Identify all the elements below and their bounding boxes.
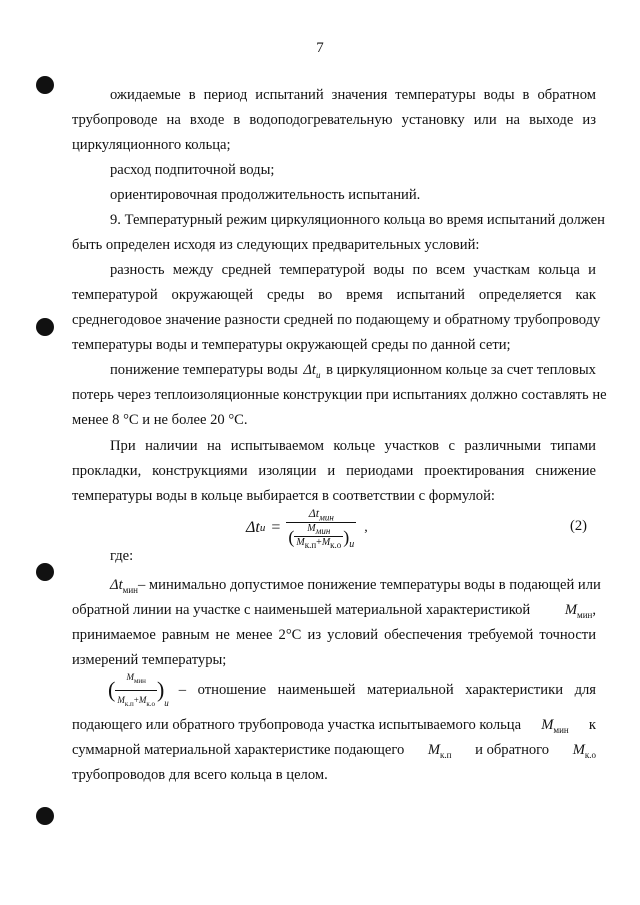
text-span: в циркуляционном кольце за счет тепловых	[326, 362, 596, 378]
text-line	[110, 576, 601, 599]
text-span: обратной линии на участке с наименьшей материальной характеристикой	[72, 602, 531, 618]
text-line: температурой окружающей среды во время испытаний определяется как	[72, 287, 596, 303]
punch-hole	[36, 563, 54, 581]
text-line	[72, 741, 596, 764]
text-span: подающего или обратного трубопровода участка испытываемого кольца	[72, 717, 522, 733]
math-symbol: $M_{к.о}$	[572, 742, 596, 760]
text-line	[108, 671, 596, 709]
text-line	[110, 361, 596, 384]
page-number: 7	[316, 40, 324, 56]
fraction: $\Delta t_{мин}$ ( $\frac{M_{мин}}{M_{к.п}+M_{к.о}}$ ) и	[288, 505, 355, 551]
text-line: менее 8 °С и не более 20 °С.	[72, 412, 248, 428]
text-span: и обратного	[475, 742, 550, 758]
text-line: ориентировочная продолжительность испытаний.	[110, 187, 421, 203]
text-line: среднегодовое значение разности средней по подающему и обратному трубопроводу	[72, 312, 601, 328]
text-span: – отношение наименьшей материальной характеристики для	[178, 682, 596, 698]
text-line: измерений температуры;	[72, 652, 227, 668]
text-line: 9. Температурный режим циркуляционного кольца во время испытаний должен	[110, 212, 605, 228]
math-symbol: $M_{мин}$,	[564, 602, 596, 620]
formula-number: (2)	[570, 518, 588, 534]
text-line: трубопроводов для всего кольца в целом.	[72, 767, 328, 783]
text-span: – минимально допустимое понижение температуры воды в подающей или	[137, 577, 601, 593]
text-line: разность между средней температурой воды по всем участкам кольца и	[110, 262, 596, 278]
text-line: температуры воды и температуры окружающей среды по данной сети;	[72, 337, 511, 353]
text-line: циркуляционного кольца;	[72, 137, 231, 153]
formula: Δt и = $\Delta t_{мин}$ ( $\frac{M_{мин}}{M_{к.п}+M_{к.о}}$ ) и ,	[246, 505, 368, 551]
text-line: расход подпиточной воды;	[110, 162, 275, 178]
punch-hole	[36, 318, 54, 336]
text-line: трубопроводе на входе в водоподогревательную установку или на выходе из	[72, 112, 596, 128]
text-line	[72, 716, 596, 739]
punch-hole	[36, 76, 54, 94]
text-line: потерь через теплоизоляционные конструкции при испытаниях должно составлять не	[72, 387, 607, 403]
math-symbol: $M_{мин}$	[541, 717, 569, 735]
text-line: прокладки, конструкциями изоляции и периодами проектирования снижение	[72, 463, 596, 479]
text-line	[72, 601, 596, 624]
math-symbol: $\Delta t_{мин}$	[110, 577, 138, 595]
text-line: принимаемое равным не менее 2°С из условий обеспечения требуемой точности	[72, 627, 596, 643]
text-span: суммарной материальной характеристике подающего	[72, 742, 405, 758]
math-symbol: $\Delta t_и$	[303, 362, 321, 380]
text-span: к	[588, 717, 596, 733]
text-span: понижение температуры воды	[110, 362, 298, 378]
text-line: быть определен исходя из следующих предварительных условий:	[72, 237, 480, 253]
text-line: При наличии на испытываемом кольце участков с различными типами	[110, 438, 596, 454]
math-symbol: $M_{к.п}$	[427, 742, 452, 760]
punch-hole	[36, 807, 54, 825]
text-line: ожидаемые в период испытаний значения температуры воды в обратном	[110, 87, 596, 103]
text-line: где:	[110, 548, 134, 564]
text-line: температуры воды в кольце выбирается в соответствии с формулой:	[72, 488, 495, 504]
fraction: ( $\frac{M_{мин}}{M_{к.п}+M_{к.о}}$ ) и	[108, 668, 169, 713]
